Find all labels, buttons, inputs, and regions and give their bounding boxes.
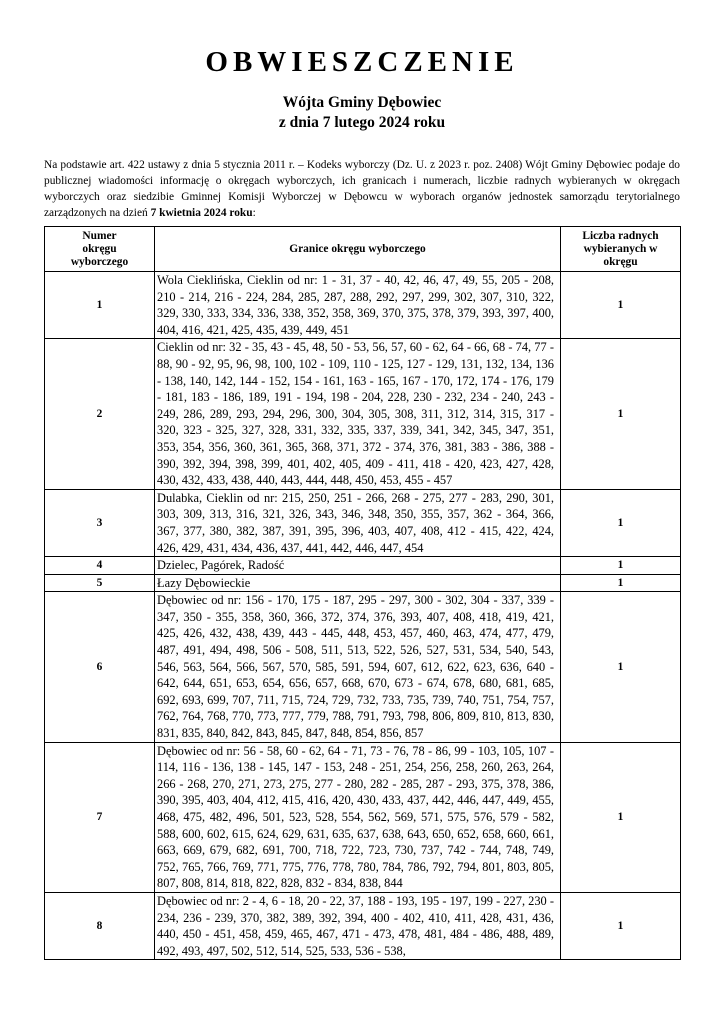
header-count-label: Liczba radnych wybieranych w okręgu (582, 229, 659, 268)
table-row (45, 272, 681, 339)
councillor-count: 1 (561, 574, 681, 592)
district-boundaries: Łazy Dębowieckie (155, 574, 561, 592)
intro-text: Na podstawie art. 422 ustawy z dnia 5 stycznia 2011 r. – Kodeks wyborczy (Dz. U. z 2023 r. poz. 2408) Wójt Gminy Dębowiec podaje do publicznej wiadomości informację o okręgach wyborczych, ich granicach i numerach, liczbie radnych wybieranych w okręgach wyborczych oraz siedzibie Gminnej Komisji Wyborczej w Dębowcu w wyborach organów jednostek samorządu terytorialnego zarządzonych na dzień (44, 159, 680, 219)
councillor-count: 1 (561, 557, 681, 575)
table-row (45, 742, 681, 892)
header-number-label: Numer okręgu wyborczego (70, 229, 129, 268)
header-number (45, 227, 155, 272)
district-number: 2 (45, 339, 155, 489)
table-row (45, 557, 681, 575)
table-header-row (45, 227, 681, 272)
district-boundaries: Cieklin od nr: 32 - 35, 43 - 45, 48, 50 - 53, 56, 57, 60 - 62, 64 - 66, 68 - 74, 77 - 88, 90 - 92, 95, 96, 98, 100, 102 - 109, 110 - 125, 127 - 129, 131, 132, 134, 136 - 138, 140, 142, 144 - 152, 154 - 161, 163 - 165, 167 - 170, 172, 174 - 176, 179 - 181, 183 - 186, 189, 191 - 194, 198 - 204, 228, 230 - 232, 234 - 240, 243 - 249, 286, 289, 293, 294, 296, 300, 304, 305, 308, 311, 312, 314, 315, 317 - 320, 323 - 325, 327, 328, 331, 332, 335, 337, 339, 341, 342, 345, 347, 351, 353, 354, 356, 360, 361, 365, 368, 371, 372 - 374, 376, 381, 383 - 386, 388 - 390, 392, 394, 398, 399, 401, 402, 405, 409 - 411, 418 - 420, 423, 427, 428, 430, 432, 433, 438, 440, 443, 444, 448, 450, 453, 455 - 457 (155, 339, 561, 489)
district-number: 5 (45, 574, 155, 592)
district-boundaries: Dulabka, Cieklin od nr: 215, 250, 251 - 266, 268 - 275, 277 - 283, 290, 301, 303, 309, 313, 316, 321, 326, 343, 346, 348, 350, 355, 357, 362 - 364, 366, 367, 377, 380, 382, 387, 391, 395, 396, 403, 407, 408, 412 - 415, 422, 424, 426, 429, 431, 434, 436, 437, 441, 442, 446, 447, 454 (155, 489, 561, 556)
date-line: z dnia 7 lutego 2024 roku (278, 114, 446, 131)
district-boundaries: Dębowiec od nr: 156 - 170, 175 - 187, 295 - 297, 300 - 302, 304 - 337, 339 - 347, 350 - 355, 358, 360, 366, 372, 374, 376, 393, 407, 408, 418, 419, 421, 425, 426, 432, 438, 439, 443 - 445, 448, 453, 457, 460, 463, 474, 477, 479, 487, 491, 494, 498, 506 - 508, 511, 513, 522, 526, 527, 531, 534, 540, 543, 546, 563, 564, 566, 567, 570, 585, 591, 594, 607, 612, 622, 623, 636, 640 - 642, 644, 651, 653, 654, 656, 657, 668, 670, 673 - 674, 678, 680, 681, 685, 692, 693, 699, 707, 711, 715, 724, 729, 732, 733, 735, 739, 740, 751, 754, 757, 762, 764, 768, 770, 773, 777, 779, 788, 791, 793, 798, 806, 809, 810, 813, 830, 831, 835, 840, 842, 843, 845, 847, 848, 854, 856, 857 (155, 592, 561, 742)
councillor-count: 1 (561, 272, 681, 339)
district-boundaries: Wola Cieklińska, Cieklin od nr: 1 - 31, 37 - 40, 42, 46, 47, 49, 55, 205 - 208, 210 - 214, 216 - 224, 284, 285, 287, 288, 292, 297, 299, 302, 307, 310, 322, 329, 330, 333, 334, 336, 338, 352, 358, 369, 370, 375, 378, 379, 393, 397, 400, 404, 416, 421, 425, 435, 439, 449, 451 (155, 272, 561, 339)
district-number: 3 (45, 489, 155, 556)
intro-end: : (252, 207, 256, 219)
councillor-count: 1 (561, 489, 681, 556)
table-body (45, 272, 681, 960)
election-date: 7 kwietnia 2024 roku (150, 207, 253, 219)
district-number: 6 (45, 592, 155, 742)
district-number: 8 (45, 892, 155, 959)
district-boundaries: Dębowiec od nr: 56 - 58, 60 - 62, 64 - 71, 73 - 76, 78 - 86, 99 - 103, 105, 107 - 114, 116 - 136, 138 - 145, 147 - 153, 248 - 251, 254, 256, 258, 260, 263, 264, 266 - 268, 270, 271, 273, 275, 277 - 280, 282 - 285, 287 - 293, 375, 378, 386, 390, 395, 403, 404, 412, 415, 416, 420, 430, 433, 437, 442, 446, 447, 449, 455, 468, 475, 482, 496, 501, 523, 528, 554, 562, 569, 571, 575, 576, 579 - 582, 588, 600, 602, 615, 624, 629, 631, 635, 637, 638, 643, 650, 652, 658, 660, 661, 663, 669, 679, 682, 691, 700, 718, 722, 723, 730, 737, 742 - 744, 748, 749, 752, 765, 766, 769, 771, 775, 776, 778, 780, 784, 786, 792, 794, 801, 803, 805, 807, 808, 814, 818, 822, 828, 832 - 834, 838, 844 (155, 742, 561, 892)
intro-paragraph (44, 157, 680, 221)
district-number: 7 (45, 742, 155, 892)
table-row (45, 574, 681, 592)
issuer-line: Wójta Gminy Dębowiec (282, 94, 442, 111)
table-row (45, 592, 681, 742)
councillor-count: 1 (561, 892, 681, 959)
table-row (45, 489, 681, 556)
district-number: 4 (45, 557, 155, 575)
district-number: 1 (45, 272, 155, 339)
document-title: OBWIESZCZENIE (205, 46, 519, 78)
table-row (45, 339, 681, 489)
header-boundaries: Granice okręgu wyborczego (155, 227, 561, 272)
councillor-count: 1 (561, 592, 681, 742)
councillor-count: 1 (561, 339, 681, 489)
district-boundaries: Dzielec, Pagórek, Radość (155, 557, 561, 575)
councillor-count: 1 (561, 742, 681, 892)
header-count (561, 227, 681, 272)
table-row (45, 892, 681, 959)
district-boundaries: Dębowiec od nr: 2 - 4, 6 - 18, 20 - 22, 37, 188 - 193, 195 - 197, 199 - 227, 230 - 234, 236 - 239, 370, 382, 389, 392, 394, 400 - 402, 410, 411, 428, 431, 436, 440, 450 - 451, 458, 459, 465, 467, 471 - 473, 478, 481, 484 - 486, 488, 489, 492, 493, 497, 502, 512, 514, 525, 533, 536 - 538, (155, 892, 561, 959)
districts-table (44, 226, 681, 960)
